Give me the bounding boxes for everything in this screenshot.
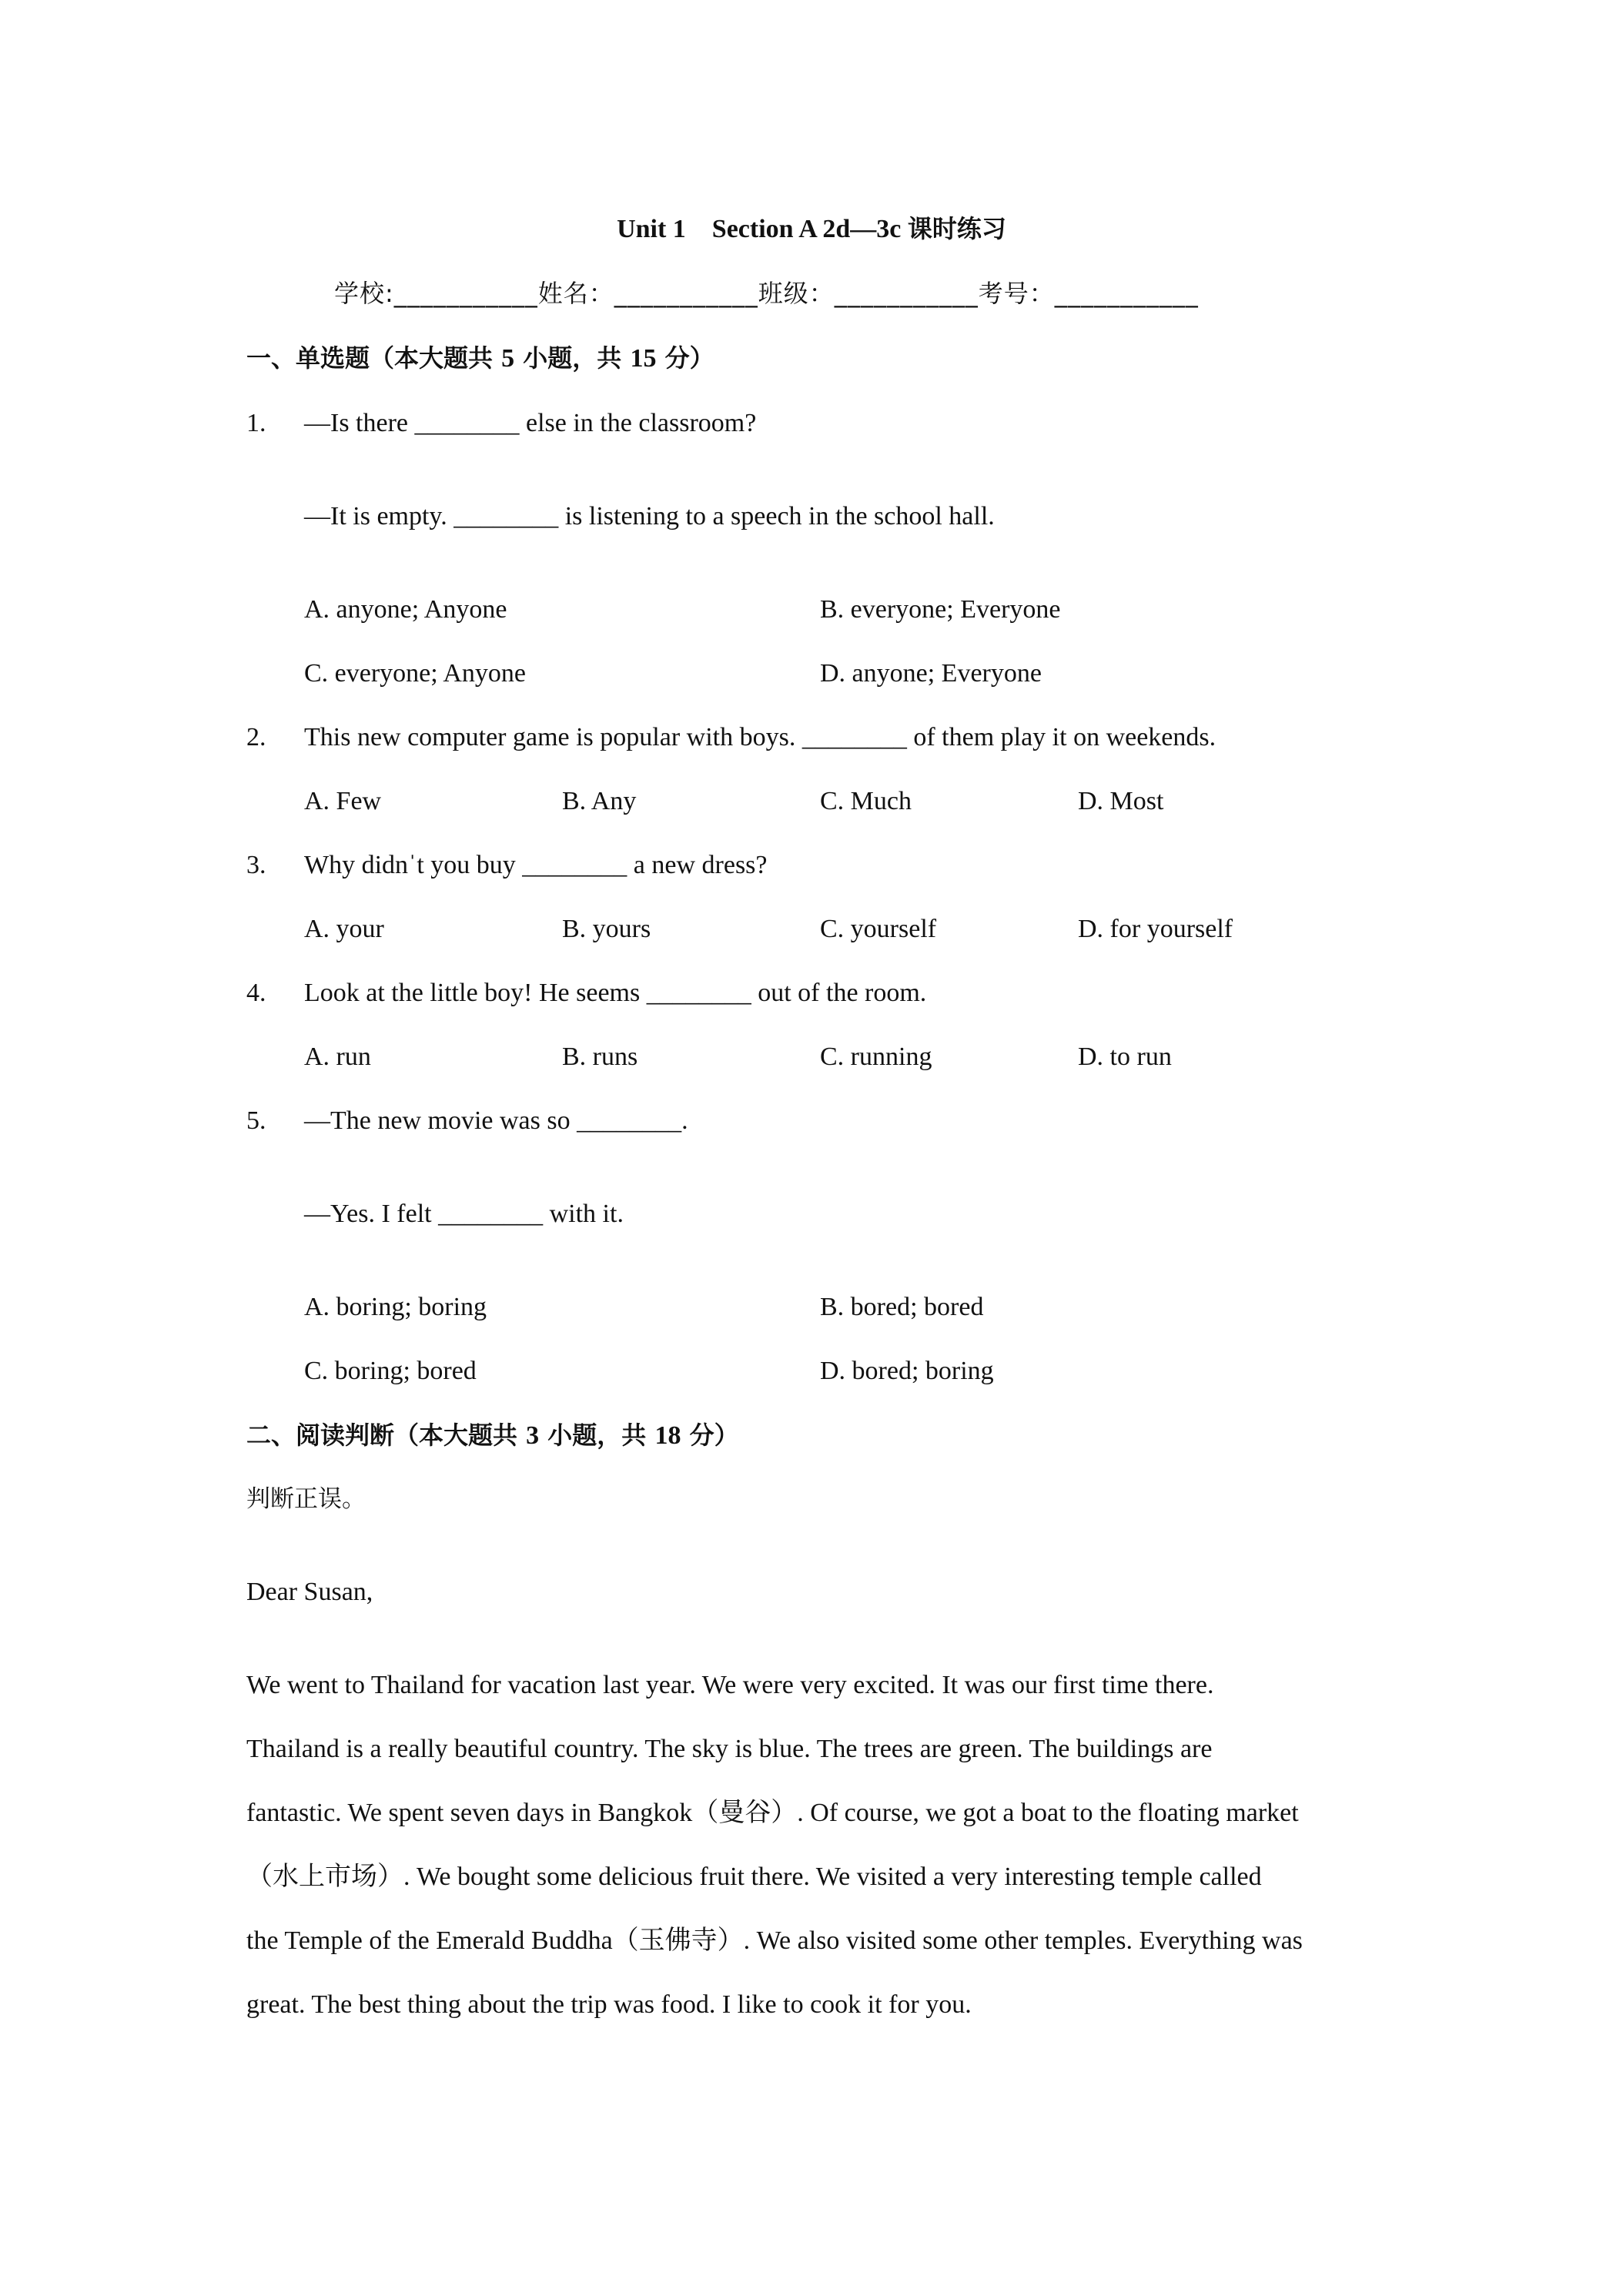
question-3-option-b[interactable]: B. yours	[562, 915, 651, 943]
question-2-option-a[interactable]: A. Few	[304, 787, 382, 815]
question-3-option-c[interactable]: C. yourself	[820, 915, 937, 943]
passage-line-5: the Temple of the Emerald Buddha（玉佛寺）. We also visited some other temples. Everything was	[246, 1926, 1303, 1955]
question-4-option-d[interactable]: D. to run	[1078, 1043, 1172, 1071]
title-en: Unit 1 Section A 2d—3c	[617, 215, 902, 243]
section1-heading-prefix: 一、单选题（本大题共	[246, 343, 494, 373]
student-info-line: 学校:___________姓名：___________班级：___________考号：___________	[334, 279, 1199, 308]
question-5-line-2: —Yes. I felt ________ with it.	[304, 1200, 624, 1228]
section1-count: 5	[501, 344, 515, 373]
question-1-option-c[interactable]: C. everyone; Anyone	[304, 659, 526, 688]
section1-heading	[246, 343, 714, 374]
passage-line-4: （水上市场）. We bought some delicious fruit there. We visited a very interesting temple called	[246, 1863, 1262, 1891]
passage-line-3: fantastic. We spent seven days in Bangkok（曼谷）. Of course, we got a boat to the floating market	[246, 1799, 1299, 1827]
question-4-number: 4.	[246, 979, 266, 1007]
question-1-option-d[interactable]: D. anyone; Everyone	[820, 659, 1042, 688]
section1-score: 15	[630, 344, 657, 373]
section2-heading-prefix: 二、阅读判断（本大题共	[246, 1421, 518, 1450]
question-1-line-2: —It is empty. ________ is listening to a speech in the school hall.	[304, 502, 995, 530]
question-5-line-1: —The new movie was so ________.	[304, 1106, 688, 1135]
question-5-option-d[interactable]: D. bored; boring	[820, 1357, 994, 1385]
section1-heading-suffix: 分）	[664, 343, 714, 373]
question-5-number: 5.	[246, 1106, 266, 1135]
question-5-option-a[interactable]: A. boring; boring	[304, 1293, 487, 1321]
question-1-option-b[interactable]: B. everyone; Everyone	[820, 595, 1061, 624]
question-4-option-a[interactable]: A. run	[304, 1043, 371, 1071]
question-2-option-b[interactable]: B. Any	[562, 787, 637, 815]
section2-instruction: 判断正误。	[246, 1485, 366, 1513]
question-3-option-d[interactable]: D. for yourself	[1078, 915, 1233, 943]
section2-heading-suffix: 分）	[689, 1421, 739, 1450]
question-4-option-c[interactable]: C. running	[820, 1043, 932, 1071]
question-1-line-1: —Is there ________ else in the classroom?	[304, 409, 757, 437]
letter-greeting: Dear Susan,	[246, 1578, 373, 1606]
question-1-number: 1.	[246, 409, 266, 437]
question-5-option-c[interactable]: C. boring; bored	[304, 1357, 477, 1385]
question-1-option-a[interactable]: A. anyone; Anyone	[304, 595, 507, 624]
question-3-option-a[interactable]: A. your	[304, 915, 384, 943]
passage-line-2: Thailand is a really beautiful country. The sky is blue. The trees are green. The buildings are	[246, 1735, 1213, 1763]
section1-heading-mid: 小题，共	[523, 343, 622, 373]
section2-heading	[246, 1420, 739, 1451]
question-2-option-c[interactable]: C. Much	[820, 787, 912, 815]
passage-line-6: great. The best thing about the trip was food. I like to cook it for you.	[246, 1990, 972, 2019]
question-2-number: 2.	[246, 723, 266, 751]
question-2-line-1: This new computer game is popular with boys. ________ of them play it on weekends.	[304, 723, 1216, 751]
section2-score: 18	[654, 1421, 681, 1450]
title-cn: 课时练习	[907, 214, 1006, 243]
section2-count: 3	[526, 1421, 540, 1450]
section2-heading-mid: 小题，共	[547, 1421, 647, 1450]
question-3-number: 3.	[246, 851, 266, 879]
question-2-option-d[interactable]: D. Most	[1078, 787, 1164, 815]
question-4-line-1: Look at the little boy! He seems ________ out of the room.	[304, 979, 927, 1007]
question-4-option-b[interactable]: B. runs	[562, 1043, 638, 1071]
page-title	[0, 213, 1623, 245]
question-5-option-b[interactable]: B. bored; bored	[820, 1293, 984, 1321]
question-3-line-1: Why didnˈt you buy ________ a new dress?	[304, 851, 768, 879]
passage-line-1: We went to Thailand for vacation last year. We were very excited. It was our first time there.	[246, 1671, 1214, 1699]
